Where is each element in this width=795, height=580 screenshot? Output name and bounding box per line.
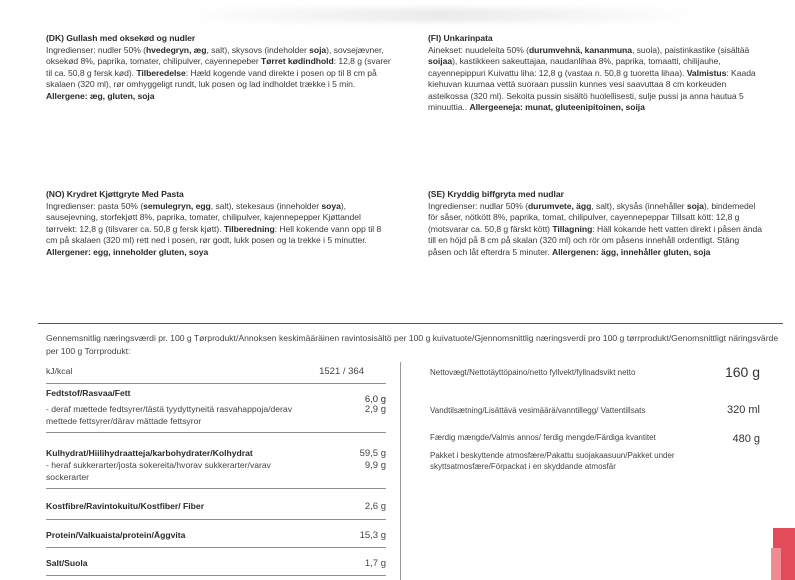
no-title: (NO) Krydret Kjøttgryte Med Pasta — [46, 189, 184, 199]
row-separator — [46, 547, 386, 548]
salt-label: Salt/Suola — [46, 558, 88, 568]
dk-title: (DK) Gullash med oksekød og nudler — [46, 33, 196, 43]
energy-value: 1521 / 364 — [319, 366, 364, 377]
cropped-header-remnant — [180, 8, 700, 22]
no-body: Ingredienser: pasta 50% (semulegryn, egg, salt), stekesaus (inneholder soya), sausejevning, storfekjøtt 8%, paprika, tomater, chilipulver, kajennepepper Kjøttandel tørrvekt: 12,8 g (tilsvarer ca. 50,8 g fersk kjøtt). Tilberedning: Hell kokende vann opp til 8 cm på skalaen (320 ml) rett ned i posen, rør godt, lukk posen og la trekke i 5 minutter. Allergener: egg, inneholder gluten, soya — [46, 200, 382, 257]
nutrition-heading: Gennemsnitlig næringsværdi pr. 100 g Tørprodukt/Annoksen keskimääräinen ravintosisältö per 100 g kuivatuote/Gjennomsnittlig næringsverdi pro 100 g tørrprodukt/Genomsnittligt näringsvärde per 100 g Torrprodukt: — [46, 333, 779, 356]
net-weight-label: Nettovægt/Nettotäyttöpaino/netto fyllvekt/fyllnadsvikt netto — [430, 368, 636, 377]
fat-value: 6,0 g — [364, 394, 386, 405]
fat-label: Fedtstof/Rasvaa/Fett — [46, 388, 131, 398]
water-value: 320 ml — [726, 404, 760, 416]
net-weight-value: 160 g — [724, 364, 760, 380]
section-fi — [428, 33, 763, 114]
se-body: Ingredienser: nudlar 50% (durumvete, ägg, salt), skysås (innehåller soja), bindemedel för såser, nötkött 8%, paprika, tomat, chilipulver, cayennepeppar Tillsatt kött: 12,8 g (motsvarar ca. 50,8 g färskt kött) Tillagning: Häll kokande hett vatten direkt i påsen ända till en höjd på 8 cm på skalan (320 ml) och rör om påsens innehåll ordentligt. Stäng påsen och låt efterdra 5 minuter. Allergenen: ägg, innehåller gluten, soja — [428, 200, 762, 257]
protein-value: 15,3 g — [359, 530, 386, 541]
sugars-value: 9,9 g — [364, 460, 386, 471]
row-separator — [46, 575, 386, 576]
row-separator — [46, 519, 386, 520]
nutrition-top-rule — [38, 323, 783, 324]
saturated-value: 2,9 g — [364, 404, 386, 415]
brand-corner-mark-light — [771, 548, 781, 580]
se-title: (SE) Kryddig biffgryta med nudlar — [428, 189, 564, 199]
saturated-label: - deraf mættede fedtsyrer/tästä tyydyttyneitä rasvahappoja/derav mettede fettsyrer/därav mättade fettsyror — [46, 404, 293, 426]
fiber-value: 2,6 g — [364, 501, 386, 512]
dk-body: Ingredienser: nudler 50% (hvedegryn, æg, salt), skysovs (indeholder soja), sovsejævner, oksekød 8%, paprika, tomater, chilipulver, cayennepeber Tørret kødindhold: 12,8 g (svarer til ca. 50,8 g fersk kød). Tilberedelse: Hæld kogende vand direkte i posen op til 8 cm på skalaen (320 ml), rør omhyggeligt rundt, luk posen og lad indholdet trække i 5 min. Allergene: æg, gluten, soja — [46, 44, 391, 101]
protein-label: Protein/Valkuaista/protein/Äggvita — [46, 530, 186, 540]
fi-body: Ainekset: nuudeleita 50% (durumvehnä, kananmuna, suola), paistinkastike (sisältää soijaa), kastikkeen sakeuttajaa, naudanlihaa 8%, paprika, tomaatti, chilijauhe, cayennepippuri Kuivattu liha: 12,8 g (vastaa n. 50,8 g tuoretta lihaa). Valmistus: Kaada kiehuvan kuumaa vettä suoraan pussiin kunnes vesi saavuttaa 8 cm korkeuden asteikossa (320 ml). Sekoita pussin sisältö huolellisesti, sulje pussi ja anna hautua 5 minuuttia.. Allergeeneja: munat, gluteenipitoinen, soija — [428, 44, 756, 112]
row-separator — [46, 383, 386, 384]
salt-value: 1,7 g — [364, 558, 386, 569]
fi-title: (FI) Unkarinpata — [428, 33, 493, 43]
fiber-label: Kostfibre/Ravintokuitu/Kostfiber/ Fiber — [46, 501, 205, 511]
carbs-label: Kulhydrat/Hiilihydraatteja/karbohydrater/Kolhydrat — [46, 448, 253, 458]
ready-label: Færdig mængde/Valmis annos/ ferdig mengde/Färdiga kvantitet — [430, 433, 656, 442]
row-separator — [46, 432, 386, 433]
packaging-note: Pakket i beskyttende atmosfære/Pakattu suojakaasuun/Pakket under skyttsatmosfære/Förpackat i en skyddande atmosfär — [430, 451, 675, 471]
section-se — [428, 189, 763, 258]
carbs-value: 59,5 g — [359, 448, 386, 459]
ready-value: 480 g — [732, 433, 760, 445]
water-label: Vandtilsætning/Lisättävä vesimäärä/vanntillegg/ Vattentillsats — [430, 406, 646, 415]
column-divider — [400, 362, 401, 580]
row-separator — [46, 488, 386, 489]
section-dk — [46, 33, 391, 102]
sugars-label: - heraf sukkerarter/josta sokereita/hvorav sukkerarter/varav sockerarter — [46, 460, 271, 482]
energy-label: kJ/kcal — [46, 366, 73, 376]
section-no — [46, 189, 391, 258]
